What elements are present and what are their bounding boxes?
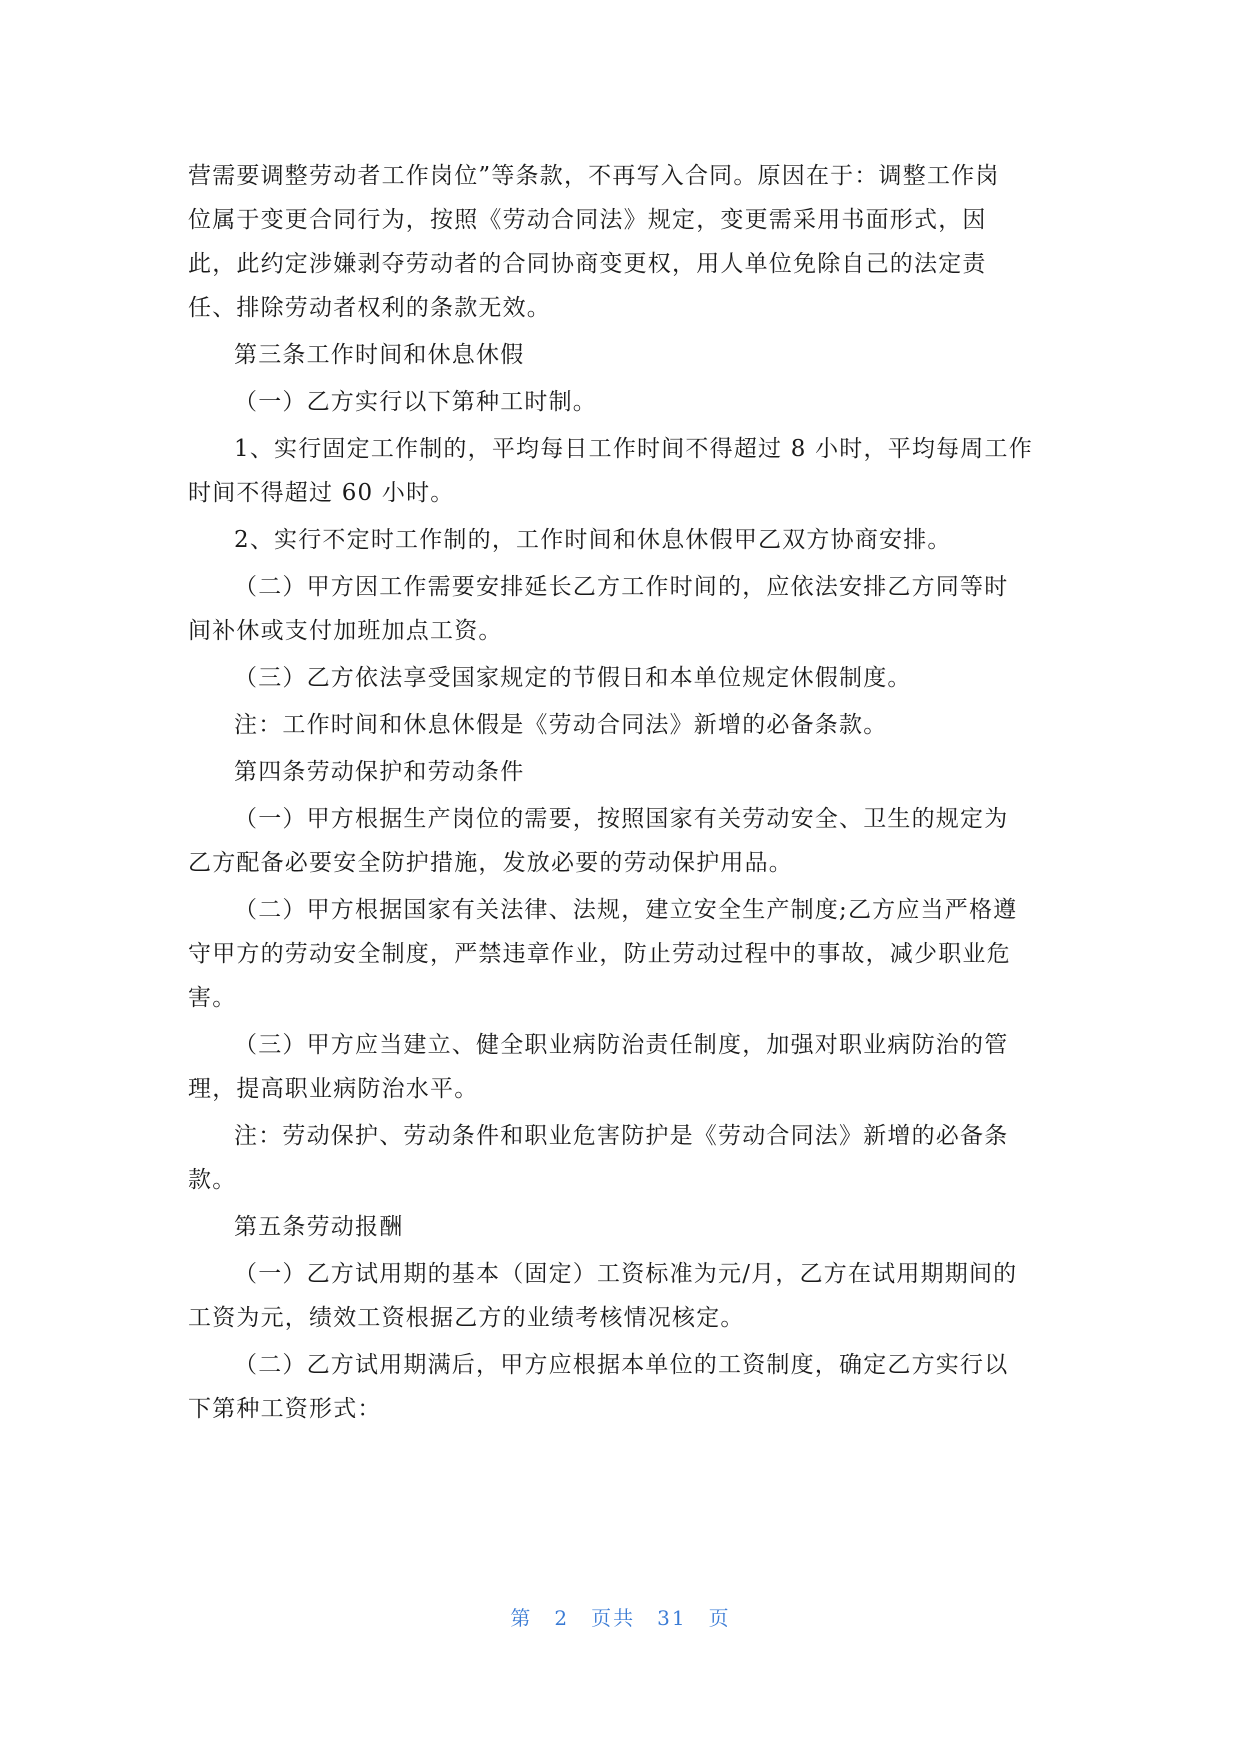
text-line: 第四条劳动保护和劳动条件 [234,759,525,785]
note-paragraph [188,1114,1058,1202]
text-line: 注：劳动保护、劳动条件和职业危害防护是《劳动合同法》新增的必备条 [234,1123,1009,1149]
paragraph [188,380,1058,424]
text-line: 害。 [188,985,237,1011]
text-line: （一）乙方实行以下第种工时制。 [234,389,597,415]
section-heading-article-5 [188,1205,1058,1249]
paragraph [188,1343,1058,1431]
paragraph [188,565,1058,653]
paragraph [188,518,1058,562]
text-line: 时间不得超过 60 小时。 [188,480,455,506]
page-number: 2 [554,1606,570,1630]
note-paragraph [188,703,1058,747]
paragraph [188,1252,1058,1340]
text-line: 下第种工资形式： [188,1396,382,1422]
page-label-suffix: 页 [708,1606,731,1630]
paragraph [188,797,1058,885]
text-line: 款。 [188,1167,237,1193]
text-line: （一）甲方根据生产岗位的需要，按照国家有关劳动安全、卫生的规定为 [234,806,1009,832]
paragraph-continuation [188,154,1058,330]
text-line: 间补休或支付加班加点工资。 [188,618,503,644]
text-line: （三）乙方依法享受国家规定的节假日和本单位规定休假制度。 [234,665,912,691]
paragraph [188,1023,1058,1111]
text-line: 1、实行固定工作制的，平均每日工作时间不得超过 8 小时，平均每周工作 [234,436,1033,462]
text-line: （一）乙方试用期的基本（固定）工资标准为元/月，乙方在试用期期间的 [234,1261,1018,1287]
page-label-prefix: 第 [510,1606,533,1630]
text-line: （三）甲方应当建立、健全职业病防治责任制度，加强对职业病防治的管 [234,1032,1009,1058]
page-footer [0,1602,1241,1631]
section-heading-article-4 [188,750,1058,794]
text-line: （二）甲方因工作需要安排延长乙方工作时间的，应依法安排乙方同等时 [234,574,1009,600]
text-line: （二）甲方根据国家有关法律、法规，建立安全生产制度;乙方应当严格遵 [234,897,1018,923]
text-line: 乙方配备必要安全防护措施，发放必要的劳动保护用品。 [188,850,793,876]
text-line: 营需要调整劳动者工作岗位”等条款，不再写入合同。原因在于：调整工作岗 [188,163,1000,189]
document-body [188,154,1058,1434]
text-line: 第三条工作时间和休息休假 [234,342,525,368]
page-label-mid: 页共 [591,1606,636,1630]
text-line: 任、排除劳动者权利的条款无效。 [188,295,551,321]
paragraph [188,888,1058,1020]
text-line: 注：工作时间和休息休假是《劳动合同法》新增的必备条款。 [234,712,888,738]
text-line: 位属于变更合同行为，按照《劳动合同法》规定，变更需采用书面形式，因 [188,207,987,233]
text-line: 2、实行不定时工作制的，工作时间和休息休假甲乙双方协商安排。 [234,527,952,553]
text-line: 理，提高职业病防治水平。 [188,1076,479,1102]
text-line: 守甲方的劳动安全制度，严禁违章作业，防止劳动过程中的事故，减少职业危 [188,941,1011,967]
text-line: （二）乙方试用期满后，甲方应根据本单位的工资制度，确定乙方实行以 [234,1352,1009,1378]
total-pages: 31 [657,1606,687,1630]
paragraph [188,656,1058,700]
section-heading-article-3 [188,333,1058,377]
text-line: 工资为元，绩效工资根据乙方的业绩考核情况核定。 [188,1305,745,1331]
paragraph [188,427,1058,515]
text-line: 第五条劳动报酬 [234,1214,404,1240]
text-line: 此，此约定涉嫌剥夺劳动者的合同协商变更权，用人单位免除自己的法定责 [188,251,987,277]
